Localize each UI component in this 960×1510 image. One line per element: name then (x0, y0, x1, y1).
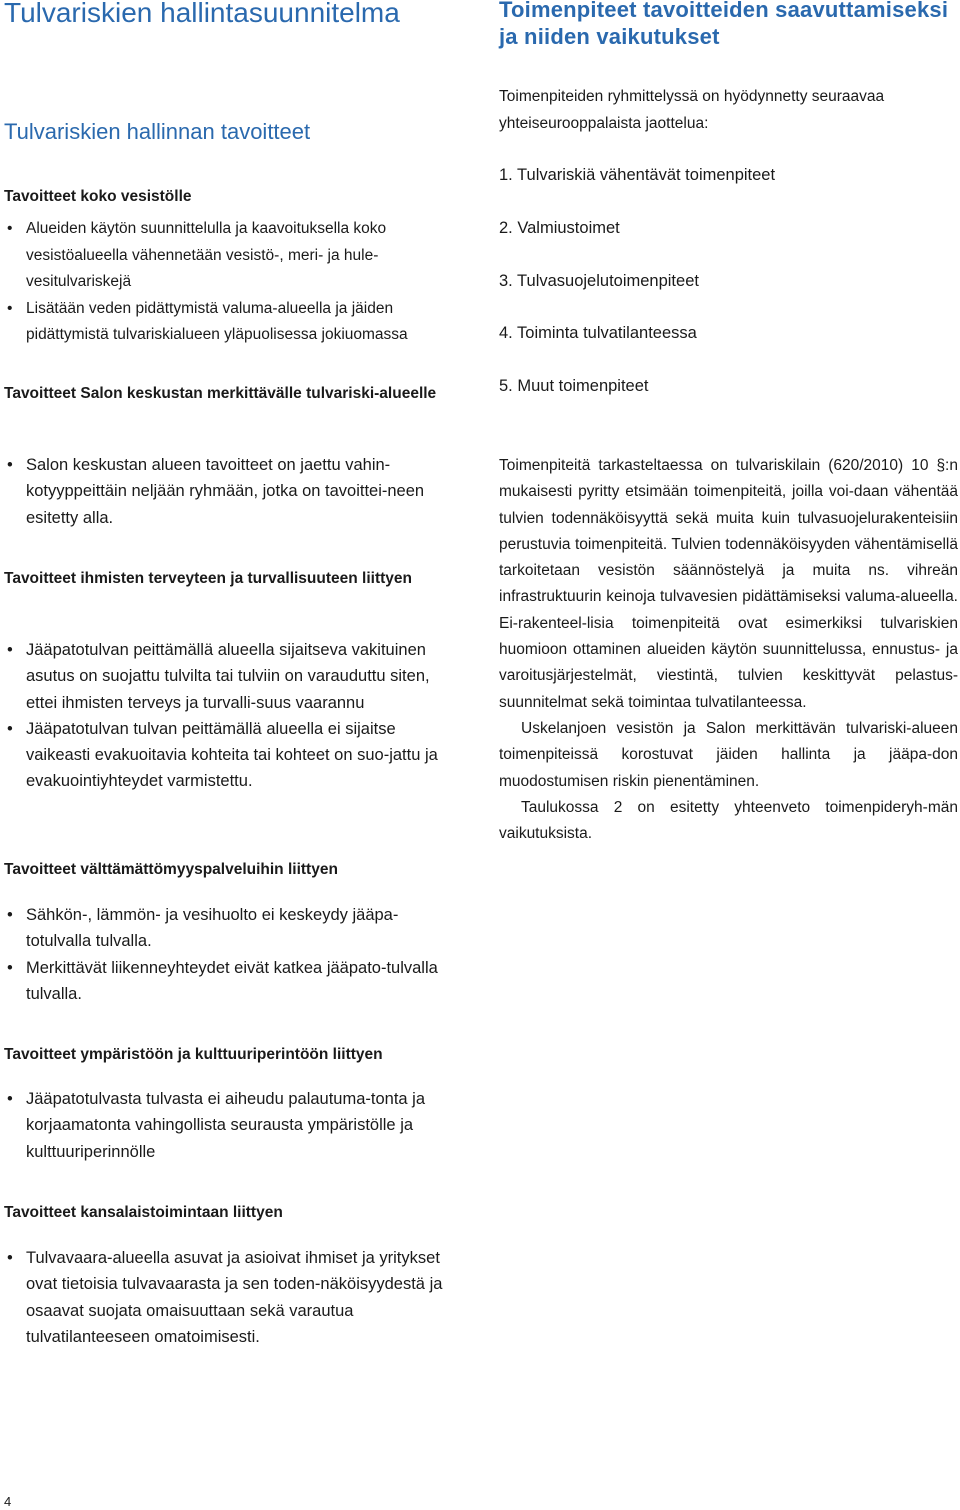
page-title: Tulvariskien hallintasuunnitelma (4, 0, 400, 28)
bullet-icon: • (7, 299, 13, 317)
bullet-icon: • (7, 906, 13, 924)
list-item: • Salon keskustan alueen tavoitteet on jaettu vahin-kotyyppeittäin neljään ryhmään, jotka on tavoittei-neen esitetty alla. (4, 452, 460, 531)
paragraph: Toimenpiteitä tarkasteltaessa on tulvariskilain (620/2010) 10 §:n mukaisesti pyritty etsimään toimenpiteitä, joilla voi-daan vähentää tulvien todennäköisyyttä sekä muita kuin tulvasuojelurakenteisiin perustuvia toimenpiteitä. Tulvien todennäköisyyden vähentämisellä tarkoitetaan vesistön säännöstelyä ja muita ns. vihreän infrastruktuurin keinoja tulvavesien pidättämiseksi valuma-alueella. Ei-rakenteel-lisia toimenpiteitä ovat esimerkiksi tulvariskien huomioon ottaminen alueiden käytön suunnittelussa, ennustus- ja varoitusjärjestelmät, viestintä, tulvien keskittyvät pelastus-suunnitelmat sekä toimintaa tulvatilanteessa. (499, 457, 958, 711)
list-item: • Tulvavaara-alueella asuvat ja asioivat ihmiset ja yritykset ovat tietoisia tulvavaarasta ja sen toden-näköisyydestä ja osaavat suojata omaisuuttaan sekä varautua tulvatilanteeseen omatoimisesti. (4, 1245, 456, 1350)
measures-intro: Toimenpiteiden ryhmittelyssä on hyödynnetty seuraavaa yhteiseurooppalaista jaottelua: (499, 88, 885, 132)
measure-group-3: 3. Tulvasuojelutoimenpiteet (499, 272, 699, 290)
section-title-terveys-turvallisuus: Tavoitteet ihmisten terveyteen ja turvallisuuteen liittyen (4, 570, 412, 587)
measures-heading: Toimenpiteet tavoitteiden saavuttamiseksi ja niiden vaikutukset (499, 0, 949, 49)
bullet-icon: • (7, 1090, 13, 1108)
list-item: • Sähkön-, lämmön- ja vesihuolto ei keskeydy jääpa-totulvalla tulvalla. (4, 902, 460, 955)
bullet-icon: • (7, 641, 13, 659)
measure-group-2: 2. Valmiustoimet (499, 219, 620, 237)
bullet-icon: • (7, 456, 13, 474)
bullet-icon: • (7, 220, 13, 237)
section-title-salon-keskusta: Tavoitteet Salon keskustan merkittävälle tulvariski-alueelle (4, 385, 437, 402)
section-title-kansalaistoiminta: Tavoitteet kansalaistoimintaan liittyen (4, 1204, 283, 1221)
bullet-list-koko-vesisto (4, 216, 474, 349)
list-item: • Jääpatotulvan tulvan peittämällä alueella ei sijaitse vaikeasti evakuoitavia kohteita tai kohteet on suo-jattu ja evakuointiyhteydet varmistettu. (4, 716, 464, 795)
section-title-valttamattomyyspalvelut: Tavoitteet välttämättömyyspalveluihin liittyen (4, 861, 338, 878)
list-item: • Lisätään veden pidättymistä valuma-alueella ja jäiden pidättymistä tulvariskialueen yläpuolisessa jokiuomassa (4, 296, 474, 349)
list-item: • Merkittävät liikenneyhteydet eivät katkea jääpato-tulvalla tulvalla. (4, 955, 460, 1008)
list-item: • Alueiden käytön suunnittelulla ja kaavoituksella koko vesistöalueella vähennetään vesistö-, meri- ja hule-vesitulvariskejä (4, 216, 474, 296)
bullet-list-kansalaistoiminta (4, 1245, 456, 1350)
measure-group-5: 5. Muut toimenpiteet (499, 377, 649, 395)
measure-group-1: 1. Tulvariskiä vähentävät toimenpiteet (499, 166, 776, 184)
page-number: 4 (4, 1494, 12, 1509)
section-title-ymparisto-kulttuuriperinto: Tavoitteet ympäristöön ja kulttuuriperintöön liittyen (4, 1046, 383, 1063)
bullet-list-salon-keskusta (4, 452, 460, 531)
bullet-list-ymparisto-kulttuuriperinto (4, 1086, 450, 1165)
bullet-list-terveys-turvallisuus (4, 637, 464, 795)
bullet-list-valttamattomyyspalvelut (4, 902, 460, 1007)
bullet-icon: • (7, 719, 13, 738)
paragraph: Taulukossa 2 on esitetty yhteenveto toimenpideryh-män vaikutuksista. (499, 798, 958, 843)
measure-group-4: 4. Toiminta tulvatilanteessa (499, 324, 697, 342)
paragraph: Uskelanjoen vesistön ja Salon merkittävän tulvariski-alueen toimenpiteissä korostuvat jäiden hallinta ja jääpa-don muodostumisen riskin pienentäminen. (499, 719, 958, 790)
section-heading: Tulvariskien hallinnan tavoitteet (4, 119, 311, 144)
measures-body (499, 453, 958, 847)
list-item: • Jääpatotulvan peittämällä alueella sijaitseva vakituinen asutus on suojattu tulvilta tai tulviin on varauduttu siten, ettei ihmisten terveys ja turvalli-suus vaarannu (4, 637, 464, 716)
bullet-icon: • (7, 958, 13, 977)
list-item: • Jääpatotulvasta tulvasta ei aiheudu palautuma-tonta ja korjaamatonta vahingollista seurausta ympäristölle ja kulttuuriperinnölle (4, 1086, 450, 1165)
section-title-koko-vesisto: Tavoitteet koko vesistölle (4, 188, 192, 205)
bullet-icon: • (7, 1249, 13, 1267)
